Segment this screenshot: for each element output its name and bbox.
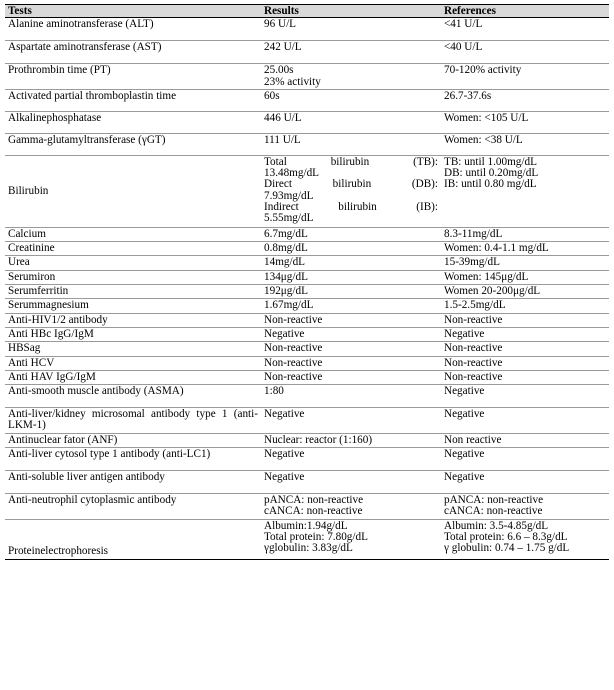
reference-line: IB: until 0.80 mg/dL — [444, 178, 537, 191]
result-cell: Negative — [261, 471, 441, 494]
table-row — [5, 370, 609, 384]
result-line-label: Indirect bilirubin (IB): — [264, 201, 438, 214]
test-name-cell: Serummagnesium — [5, 299, 261, 313]
header-results: Results — [261, 5, 441, 18]
reference-cell: Women: 0.4-1.1 mg/dL — [441, 242, 609, 256]
test-name-cell: Anti-soluble liver antigen antibody — [5, 471, 261, 494]
result-line: Albumin:1.94g/dL — [264, 519, 348, 532]
table-row — [5, 448, 609, 471]
table-row — [5, 385, 609, 408]
reference-line: Total protein: 6.6 – 8.3g/dL — [444, 530, 568, 543]
result-line-label: Direct bilirubin (DB): — [264, 178, 438, 191]
result-cell: 1.67mg/dL — [261, 299, 441, 313]
test-name-cell: Anti HCV — [5, 356, 261, 370]
result-line-value: 7.93mg/dL — [264, 189, 314, 202]
reference-cell: Negative — [441, 408, 609, 434]
reference-cell: Women: <105 U/L — [441, 111, 609, 133]
test-name-cell: Anti-smooth muscle antibody (ASMA) — [5, 385, 261, 408]
result-cell — [261, 519, 441, 559]
result-cell: Nuclear: reactor (1:160) — [261, 433, 441, 447]
test-name-cell: Anti-neutrophil cytoplasmic antibody — [5, 494, 261, 520]
result-cell: 6.7mg/dL — [261, 227, 441, 241]
reference-line: γ globulin: 0.74 – 1.75 g/dL — [444, 542, 570, 555]
table-row — [5, 494, 609, 520]
test-name-cell: Gamma-glutamyltransferase (γGT) — [5, 133, 261, 155]
test-name-cell: Calcium — [5, 227, 261, 241]
table-row — [5, 64, 609, 90]
result-cell: Negative — [261, 327, 441, 341]
reference-cell: Negative — [441, 327, 609, 341]
result-cell — [261, 64, 441, 90]
result-cell: Non-reactive — [261, 342, 441, 356]
reference-cell: Negative — [441, 471, 609, 494]
reference-cell: Non-reactive — [441, 342, 609, 356]
table-row — [5, 299, 609, 313]
result-cell: Negative — [261, 408, 441, 434]
table-row — [5, 471, 609, 494]
header-row — [5, 5, 609, 18]
table-row — [5, 133, 609, 155]
result-cell: 242 U/L — [261, 41, 441, 64]
test-name-cell: Aspartate aminotransferase (AST) — [5, 41, 261, 64]
result-cell: 192μg/dL — [261, 285, 441, 299]
table-row — [5, 433, 609, 447]
result-cell: Non-reactive — [261, 370, 441, 384]
header-tests: Tests — [5, 5, 261, 18]
table-row — [5, 519, 609, 559]
table-row — [5, 327, 609, 341]
reference-cell: 1.5-2.5mg/dL — [441, 299, 609, 313]
test-name-cell: Serumiron — [5, 270, 261, 284]
test-name-cell: Antinuclear fator (ANF) — [5, 433, 261, 447]
table-row — [5, 111, 609, 133]
reference-cell — [441, 155, 609, 227]
table-body — [5, 18, 609, 559]
reference-line: DB: until 0.20mg/dL — [444, 167, 539, 180]
result-line: Total protein: 7.80g/dL — [264, 530, 368, 543]
reference-cell: Women 20-200μg/dL — [441, 285, 609, 299]
test-name-cell: Urea — [5, 256, 261, 270]
table-row — [5, 242, 609, 256]
table-row — [5, 356, 609, 370]
reference-cell: <41 U/L — [441, 18, 609, 41]
test-name-cell: Activated partial thromboplastin time — [5, 89, 261, 111]
reference-cell: Non-reactive — [441, 313, 609, 327]
result-line-value: 5.55mg/dL — [264, 212, 314, 225]
result-cell: 111 U/L — [261, 133, 441, 155]
table-row — [5, 270, 609, 284]
test-name-cell: Prothrombin time (PT) — [5, 64, 261, 90]
reference-cell: 26.7-37.6s — [441, 89, 609, 111]
table-row — [5, 41, 609, 64]
result-cell: 14mg/dL — [261, 256, 441, 270]
result-cell: 60s — [261, 89, 441, 111]
test-name-cell: Alanine aminotransferase (ALT) — [5, 18, 261, 41]
result-cell — [261, 494, 441, 520]
table-row — [5, 18, 609, 41]
table-row — [5, 342, 609, 356]
test-name-cell: Alkalinephosphatase — [5, 111, 261, 133]
lab-results-table — [5, 4, 609, 560]
reference-cell — [441, 494, 609, 520]
result-cell: 446 U/L — [261, 111, 441, 133]
result-line: γglobulin: 3.83g/dL — [264, 542, 353, 555]
test-name-cell: Anti-HIV1/2 antibody — [5, 313, 261, 327]
reference-cell: 8.3-11mg/dL — [441, 227, 609, 241]
result-cell: 96 U/L — [261, 18, 441, 41]
result-line: pANCA: non-reactive — [264, 494, 364, 507]
reference-line: cANCA: non-reactive — [444, 505, 543, 518]
test-name-cell: Creatinine — [5, 242, 261, 256]
reference-cell: <40 U/L — [441, 41, 609, 64]
table-row — [5, 313, 609, 327]
table-row — [5, 227, 609, 241]
test-name-cell: Anti HBc IgG/IgM — [5, 327, 261, 341]
result-cell: Non-reactive — [261, 356, 441, 370]
test-name-cell: Serumferritin — [5, 285, 261, 299]
reference-cell: Negative — [441, 448, 609, 471]
test-name-cell: Anti HAV IgG/IgM — [5, 370, 261, 384]
header-references: References — [441, 5, 609, 18]
reference-line: TB: until 1.00mg/dL — [444, 155, 537, 168]
reference-cell — [441, 519, 609, 559]
reference-cell: 70-120% activity — [441, 64, 609, 90]
reference-cell: Negative — [441, 385, 609, 408]
reference-cell: Non-reactive — [441, 356, 609, 370]
reference-cell: Non reactive — [441, 433, 609, 447]
result-cell: 0.8mg/dL — [261, 242, 441, 256]
table-row — [5, 155, 609, 227]
result-line: 25.00s — [264, 64, 294, 77]
result-cell — [261, 155, 441, 227]
table-row — [5, 256, 609, 270]
result-line-value: 13.48mg/dL — [264, 167, 320, 180]
result-cell: 1:80 — [261, 385, 441, 408]
result-cell: 134μg/dL — [261, 270, 441, 284]
reference-cell: Women: <38 U/L — [441, 133, 609, 155]
test-name-cell: Bilirubin — [5, 155, 261, 227]
result-line: cANCA: non-reactive — [264, 505, 363, 518]
reference-cell: Women: 145μg/dL — [441, 270, 609, 284]
reference-cell: 15-39mg/dL — [441, 256, 609, 270]
test-name-cell: HBSag — [5, 342, 261, 356]
table-row — [5, 408, 609, 434]
reference-line: pANCA: non-reactive — [444, 494, 544, 507]
table-row — [5, 89, 609, 111]
test-name-cell: Anti-liver/kidney microsomal antibody type 1 (anti-LKM-1) — [5, 408, 261, 434]
result-cell: Non-reactive — [261, 313, 441, 327]
test-name-cell: Anti-liver cytosol type 1 antibody (anti-LC1) — [5, 448, 261, 471]
table-row — [5, 285, 609, 299]
result-cell: Negative — [261, 448, 441, 471]
reference-line: Albumin: 3.5-4.85g/dL — [444, 519, 549, 532]
test-name-cell: Proteinelectrophoresis — [5, 519, 261, 559]
reference-cell: Non-reactive — [441, 370, 609, 384]
result-line: 23% activity — [264, 75, 321, 88]
result-line-label: Total bilirubin (TB): — [264, 155, 438, 168]
